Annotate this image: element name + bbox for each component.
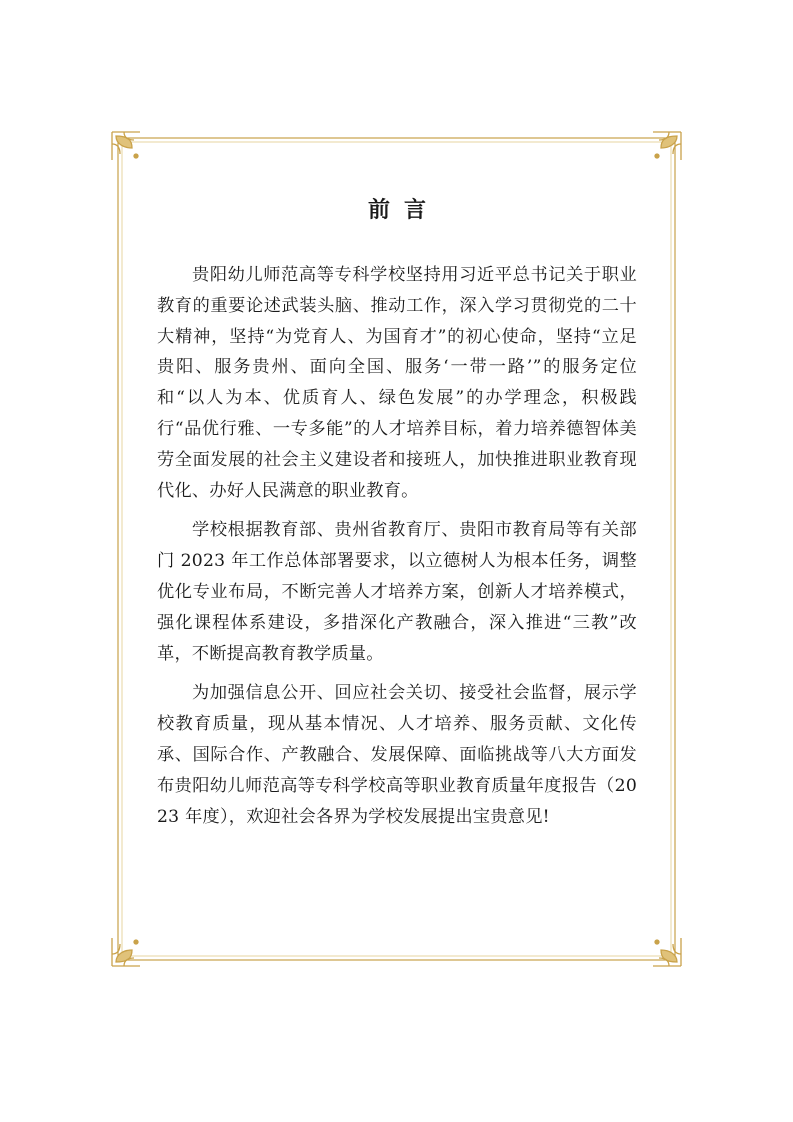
paragraph-1: 贵阳幼儿师范高等专科学校坚持用习近平总书记关于职业教育的重要论述武装头脑、推动工作，深入学习贯彻党的二十大精神，坚持“为党育人、为国育才”的初心使命，坚持“立足贵阳、服务贵州、面向全国、服务‘一带一路’”的服务定位和“以人为本、优质育人、绿色发展”的办学理念，积极践行“品优行雅、一专多能”的人才培养目标，着力培养德智体美劳全面发展的社会主义建设者和接班人，加快推进职业教育现代化、办好人民满意的职业教育。 <box>157 265 637 501</box>
corner-ornament-top-right <box>653 132 681 160</box>
document-body <box>157 195 637 832</box>
corner-ornament-top-left <box>112 132 140 160</box>
paragraph-3: 为加强信息公开、回应社会关切、接受社会监督，展示学校教育质量，现从基本情况、人才培养、服务贡献、文化传承、国际合作、产教融合、发展保障、面临挑战等八大方面发布贵阳幼儿师范高等专科学校高等职业教育质量年度报告（2023 年度），欢迎社会各界为学校发展提出宝贵意见! <box>157 683 637 827</box>
paragraph-2: 学校根据教育部、贵州省教育厅、贵阳市教育局等有关部门 2023 年工作总体部署要求，以立德树人为根本任务，调整优化专业布局，不断完善人才培养方案，创新人才培养模式，强化课程体系建设，多措深化产教融合，深入推进“三教”改革，不断提高教育教学质量。 <box>157 520 637 664</box>
corner-ornament-bottom-right <box>653 938 681 966</box>
page-title: 前言 <box>367 197 440 223</box>
corner-ornament-bottom-left <box>112 938 140 966</box>
